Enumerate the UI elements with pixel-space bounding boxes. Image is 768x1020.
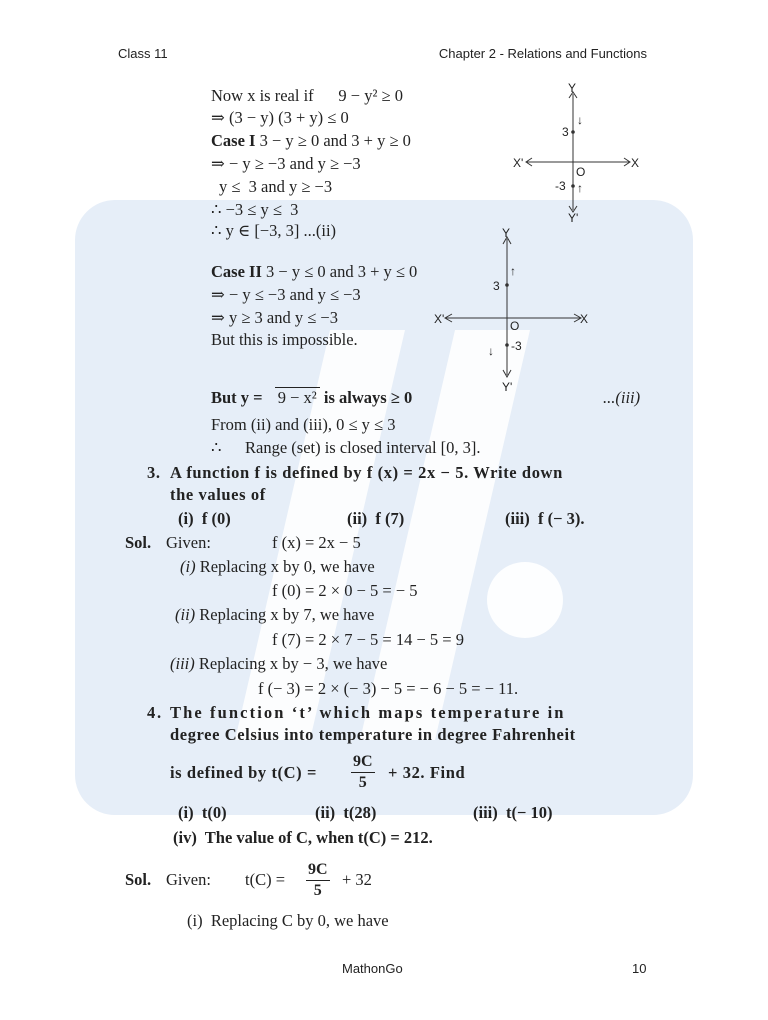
text-line: ∴ y ∈ [−3, 3] ...(ii) [211,221,337,240]
step-label: (i) [180,557,196,576]
origin-label: O [576,165,586,179]
text: Replacing x by 7, we have [199,605,375,624]
text-line: ⇒ − y ≤ −3 and y ≤ −3 [211,285,361,304]
question-option: (iv) The value of C, when t(C) = 212. [173,828,433,847]
fraction [351,752,375,793]
question-text: degree Celsius into temperature in degree Fahrenheit [170,725,576,744]
step-result: f (0) = 2 × 0 − 5 = − 5 [272,581,418,600]
tick-label: -3 [511,339,522,353]
text: Replacing x by 0, we have [199,557,375,576]
text-line: ∴ −3 ≤ y ≤ 3 [211,200,299,219]
step-text [180,557,375,577]
question-text: The function ‘t’ which maps temperature in [170,703,566,722]
footer-brand: MathonGo [342,961,403,976]
question-text: + 32. Find [388,763,466,782]
text: But y = [211,388,267,407]
question-number: 4. [147,703,163,722]
y-label: Y [568,82,577,95]
x-label: X [580,312,589,326]
step-result: f (7) = 2 × 7 − 5 = 14 − 5 = 9 [272,630,464,649]
y-prime-label: Y' [568,211,579,222]
text: is always ≥ 0 [319,388,413,407]
text-line: ⇒ y ≥ 3 and y ≤ −3 [211,308,338,327]
tick-label: 3 [562,125,569,139]
x-prime-label: X' [513,156,524,170]
therefore-symbol: ∴ [211,438,222,457]
given-expression: t(C) = [245,870,290,889]
fraction [306,860,330,901]
question-option: (iii) t(− 10) [473,803,553,822]
solution-label: Sol. [125,870,152,889]
given-label: Given: [166,870,211,889]
text-line: ⇒ − y ≥ −3 and y ≥ −3 [211,154,361,173]
step-label: (ii) [175,605,196,624]
arrow-up-icon: ↑ [577,181,583,195]
x-prime-label: X' [434,312,445,326]
header-class: Class 11 [118,46,168,61]
step-result: f (− 3) = 2 × (− 3) − 5 = − 6 − 5 = − 11. [258,679,519,698]
text-line: Now x is real if 9 − y² ≥ 0 [211,86,403,105]
question-number: 3. [147,463,161,482]
given-expression: + 32 [342,870,372,889]
tick-label: -3 [555,179,566,193]
denominator: 5 [313,882,322,899]
question-option: (ii) t(28) [315,803,377,822]
x-label: X [631,156,640,170]
numerator: 9C [306,860,330,881]
y-label: Y [502,226,511,240]
question-option: (i) f (0) [178,509,231,528]
number-line-diagram-2 [432,225,592,395]
text: Replacing x by − 3, we have [198,654,388,673]
tick-label: 3 [493,279,500,293]
arrow-down-icon: ↓ [488,344,494,358]
text-line [211,388,412,408]
text-line: From (ii) and (iii), 0 ≤ y ≤ 3 [211,415,396,434]
page-number: 10 [632,961,647,976]
question-text: is defined by t(C) = [170,763,322,782]
step-text: (i) Replacing C by 0, we have [187,911,389,930]
text-line [211,262,417,282]
text-line: Range (set) is closed interval [0, 3]. [245,438,481,457]
step-label: (iii) [170,654,195,673]
numerator: 9C [351,752,375,773]
case-label: Case I [211,131,256,150]
step-text [175,605,374,625]
question-option: (iii) f (− 3). [505,509,585,528]
given-expression: f (x) = 2x − 5 [272,533,361,552]
denominator: 5 [358,774,367,791]
text-line: But this is impossible. [211,330,358,349]
text-line: y ≤ 3 and y ≥ −3 [219,177,333,196]
arrow-up-icon: ↑ [510,264,516,278]
step-text [170,654,387,674]
arrow-down-icon: ↓ [577,113,583,127]
question-text: A function f is defined by f (x) = 2x − 5. Write down [170,463,563,482]
number-line-diagram-1 [505,82,645,222]
text: 3 − y ≤ 0 and 3 + y ≤ 0 [266,262,418,281]
y-prime-label: Y' [502,380,513,394]
question-text: the values of [170,485,266,504]
origin-label: O [510,319,520,333]
given-label: Given: [166,533,211,552]
sqrt-expression: 9 − x² [275,387,320,407]
question-option: (i) t(0) [178,803,227,822]
equation-ref: ...(iii) [603,388,641,407]
solution-label: Sol. [125,533,152,552]
question-option: (ii) f (7) [347,509,405,528]
header-chapter: Chapter 2 - Relations and Functions [438,46,647,61]
text-line: ⇒ (3 − y) (3 + y) ≤ 0 [211,108,349,127]
text: 3 − y ≥ 0 and 3 + y ≥ 0 [259,131,411,150]
case-label: Case II [211,262,262,281]
text-line [211,131,411,151]
